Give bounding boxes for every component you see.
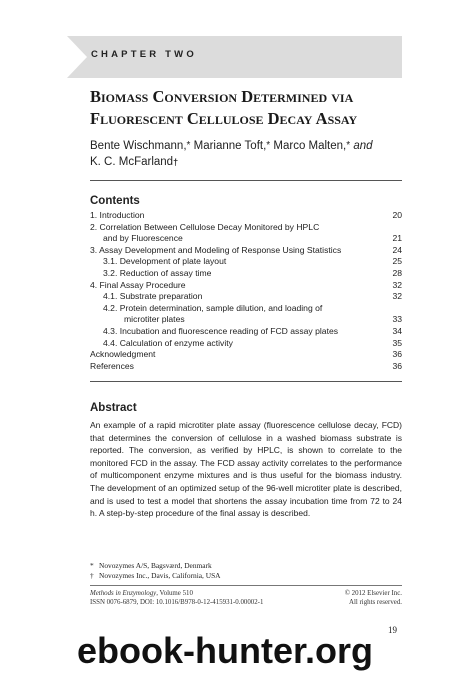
toc-entry xyxy=(90,222,402,234)
toc-entry-page: 34 xyxy=(392,325,402,336)
toc-entry-title: 3.2. Reduction of assay time xyxy=(103,267,212,278)
abstract-body: An example of a rapid microtiter plate assay (fluorescence cellulose decay, FCD) that determines the conversion of cellulose in a washed biomass substrate is reported. The conversion, as verified by HPLC, is shown to correlate to the monitored FCD in the assay. The FCD assay activity correlates to the performance of multicomponent enzyme mixtures and is thus useful for the biomass industry. The development of an optimized setup of the 96-well microtiter plate is described, and is used to test a model that shortens the assay incubation time from 72 to 24 h. A step-by-step procedure of the final assay is described. xyxy=(90,420,402,519)
toc-entry xyxy=(90,233,402,245)
contents-heading: Contents xyxy=(90,195,140,207)
toc-entry-title: 2. Correlation Between Cellulose Decay Monitored by HPLC xyxy=(90,221,320,232)
toc-entry-title: and by Fluorescence xyxy=(103,233,183,244)
toc-entry xyxy=(90,303,402,315)
journal-name: Methods in Enzymology xyxy=(90,590,157,597)
toc-entry-title: 4.2. Protein determination, sample dilution, and loading of xyxy=(103,302,323,313)
rights-reserved: All rights reserved. xyxy=(348,599,402,606)
toc-entry-page: 36 xyxy=(392,349,402,360)
toc-entry xyxy=(90,245,402,257)
toc-entry xyxy=(90,338,402,350)
toc-entry-title: 4. Final Assay Procedure xyxy=(90,279,186,290)
toc-entry xyxy=(90,280,402,292)
page-number: 19 xyxy=(388,625,397,635)
footnote-1 xyxy=(90,561,402,571)
watermark-logo: ebook-hunter.org xyxy=(77,630,373,671)
contents-top-rule xyxy=(90,180,402,181)
toc-entry-title: References xyxy=(90,360,134,371)
author-wischmann: Bente Wischmann, xyxy=(90,140,187,152)
chapter-title: Biomass Conversion Determined via Fluorescent Cellulose Decay Assay xyxy=(90,87,358,128)
footnote-mark: † xyxy=(90,570,94,580)
footnote-text: Novozymes Inc., Davis, California, USA xyxy=(99,570,221,580)
toc-entry-page: 28 xyxy=(392,267,402,278)
contents-bottom-rule xyxy=(90,381,402,382)
toc-entry-page: 33 xyxy=(392,314,402,325)
toc-entry-page: 32 xyxy=(392,279,402,290)
toc-entry-title: 4.1. Substrate preparation xyxy=(103,291,203,302)
footnotes xyxy=(90,561,402,580)
toc-entry-title: 4.3. Incubation and fluorescence reading of FCD assay plates xyxy=(103,325,339,336)
toc-entry-title: microtiter plates xyxy=(124,314,185,325)
toc-entry-page: 24 xyxy=(392,244,402,255)
toc-entry xyxy=(90,349,402,361)
journal-citation xyxy=(90,589,193,598)
page-footer xyxy=(90,589,402,607)
toc-entry xyxy=(90,314,402,326)
toc-entry xyxy=(90,256,402,268)
chapter-arrow-notch xyxy=(67,36,87,78)
toc-entry-page: 36 xyxy=(392,360,402,371)
toc-entry-page: 35 xyxy=(392,337,402,348)
issn-doi: ISSN 0076-6879, DOI: 10.1016/B978-0-12-415931-0.00002-1 xyxy=(90,599,264,606)
toc-entry xyxy=(90,210,402,222)
toc-entry xyxy=(90,326,402,338)
authors xyxy=(90,138,402,170)
footnote-mark: * xyxy=(90,561,94,570)
author-malten: Marco Malten, xyxy=(270,140,347,152)
toc-entry-title: 4.4. Calculation of enzyme activity xyxy=(103,337,233,348)
toc-entry xyxy=(90,361,402,373)
toc-entry xyxy=(90,268,402,280)
authors-and: and xyxy=(353,140,373,152)
affiliation-star: * xyxy=(186,140,191,151)
author-mcfarland: K. C. McFarland xyxy=(90,156,174,168)
footer-rule xyxy=(90,585,402,586)
toc-entry-title: Acknowledgment xyxy=(90,349,156,360)
abstract-heading: Abstract xyxy=(90,402,137,414)
affiliation-star: * xyxy=(266,140,271,151)
toc-entry-page: 21 xyxy=(392,233,402,244)
toc-entry-title: 3.1. Development of plate layout xyxy=(103,256,227,267)
affiliation-dagger: † xyxy=(173,157,179,167)
toc-entry-page: 25 xyxy=(392,256,402,267)
journal-volume: , Volume 510 xyxy=(156,590,193,597)
author-toft: Marianne Toft, xyxy=(190,140,267,152)
toc-entry xyxy=(90,291,402,303)
toc-entry-page: 20 xyxy=(392,210,402,220)
footnote-text: Novozymes A/S, Bagsværd, Denmark xyxy=(99,561,212,570)
affiliation-star: * xyxy=(346,140,351,151)
footnote-2 xyxy=(90,571,402,581)
toc-entry-title: 1. Introduction xyxy=(90,210,145,220)
chapter-label: CHAPTER TWO xyxy=(91,49,197,60)
toc-entry-page: 32 xyxy=(392,291,402,302)
copyright: © 2012 Elsevier Inc. xyxy=(344,590,402,597)
toc-entry-title: 3. Assay Development and Modeling of Response Using Statistics xyxy=(90,244,342,255)
table-of-contents xyxy=(90,210,402,372)
